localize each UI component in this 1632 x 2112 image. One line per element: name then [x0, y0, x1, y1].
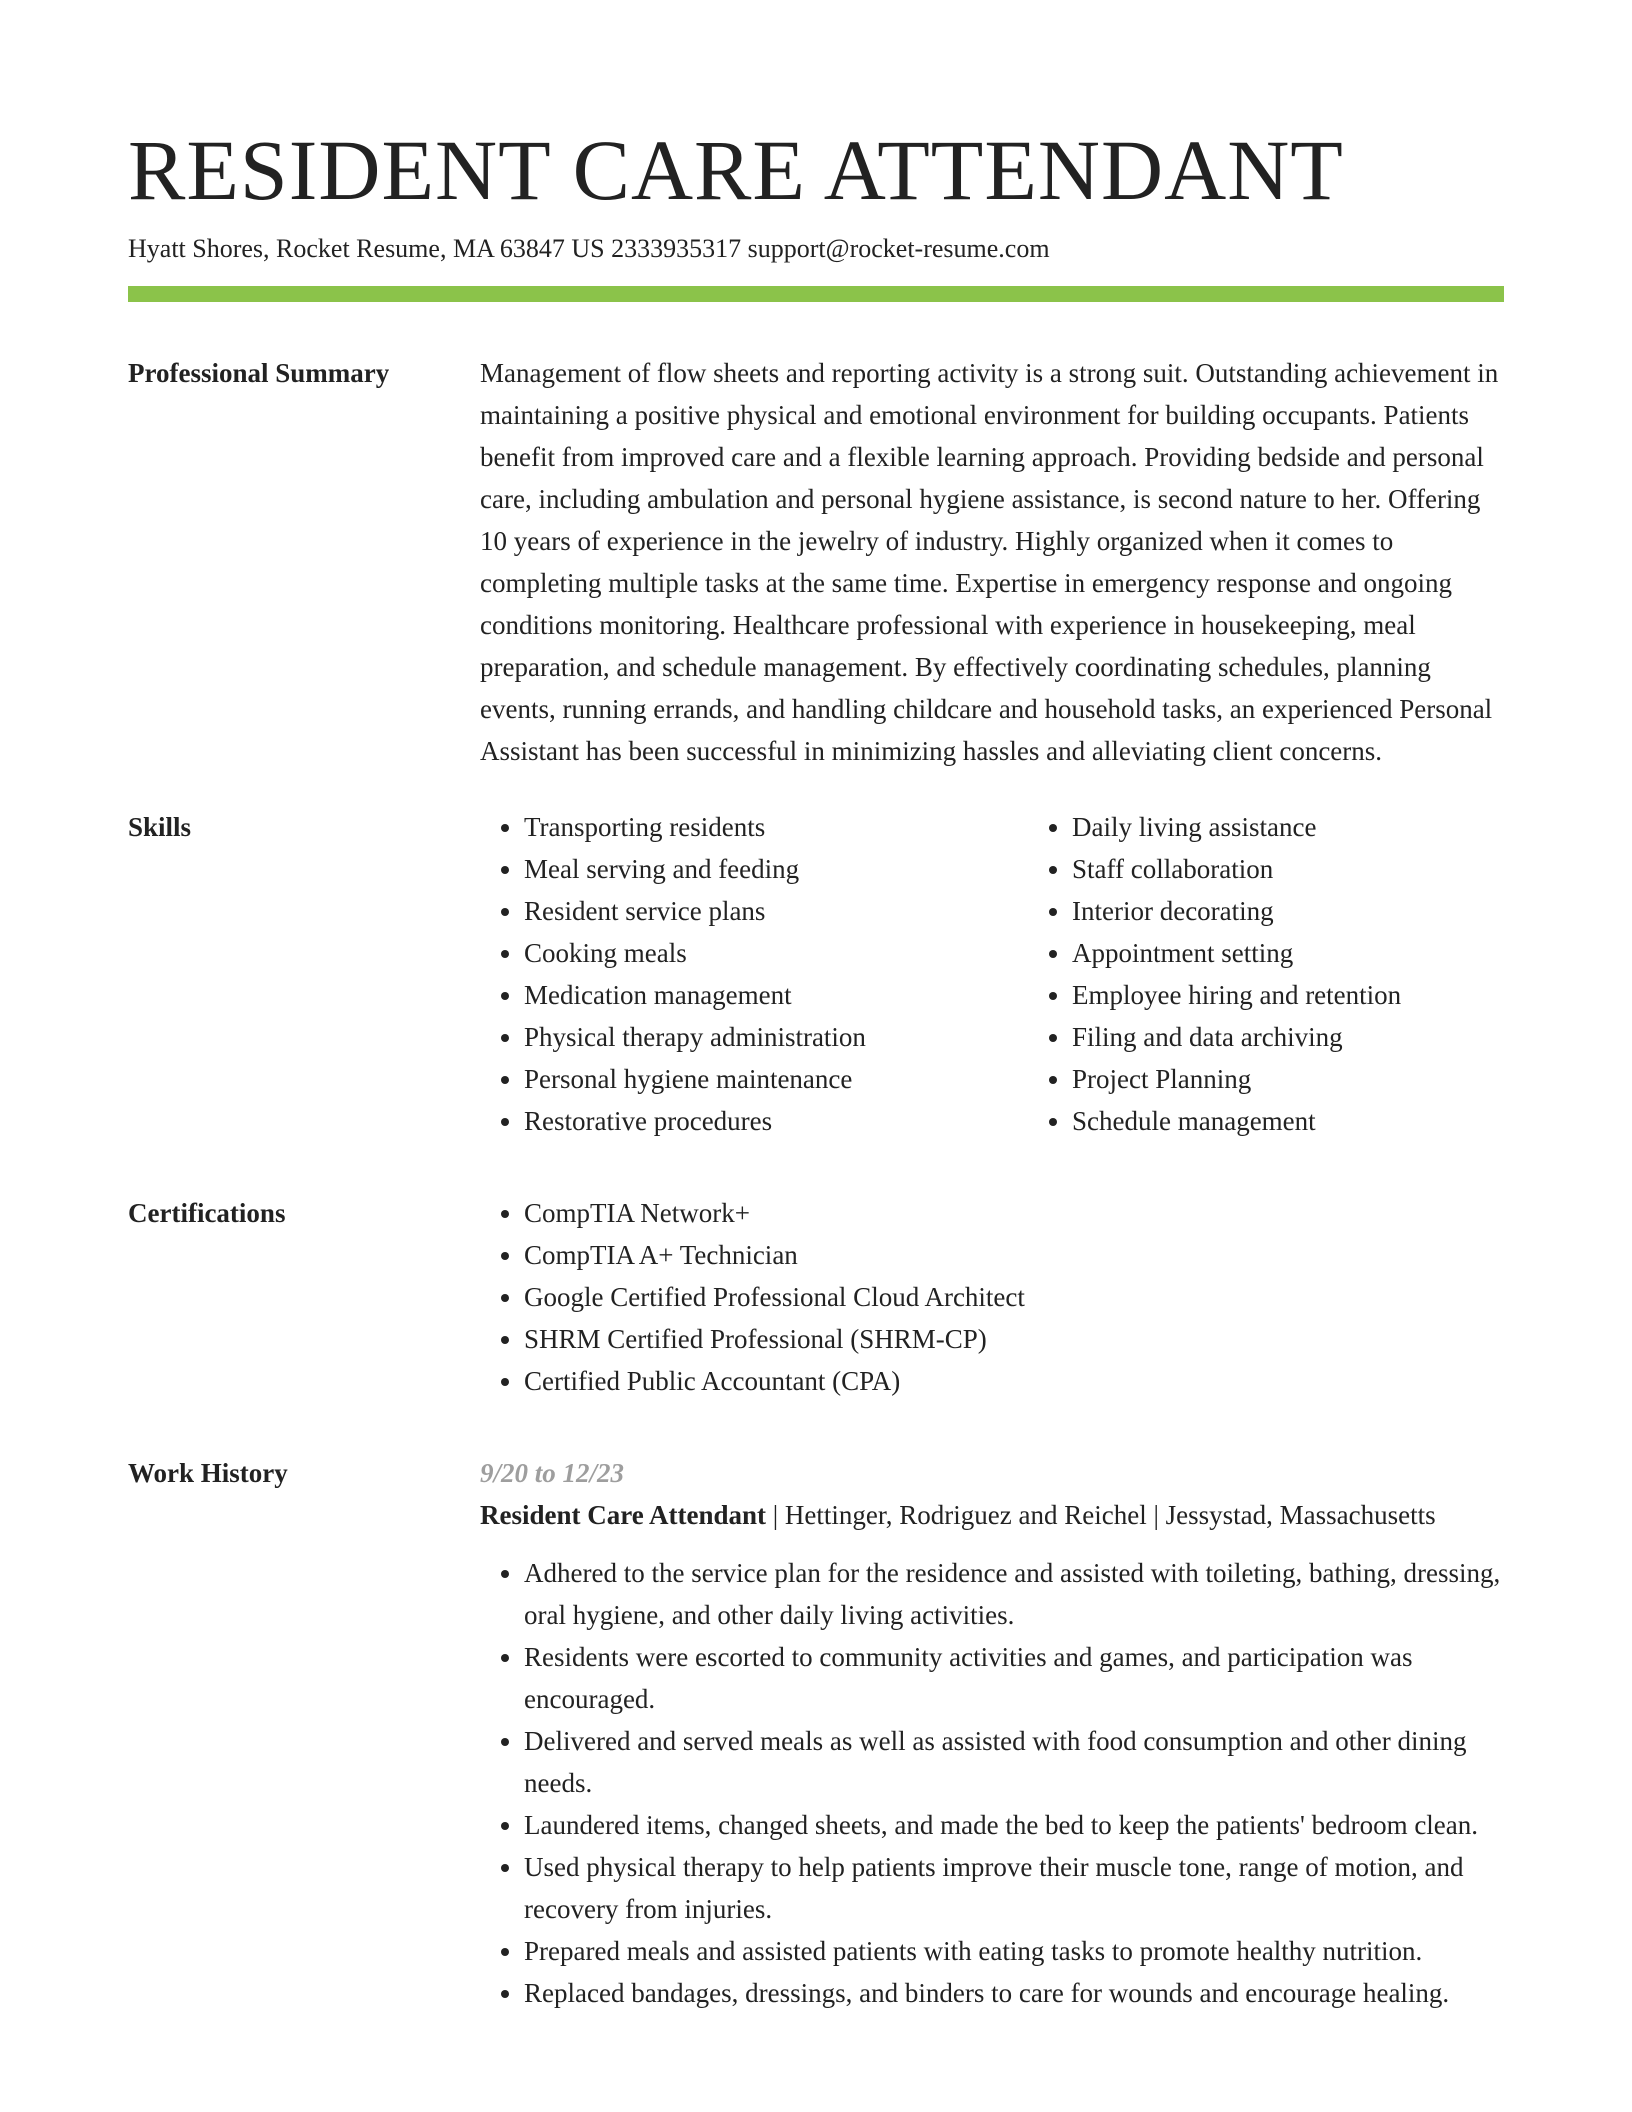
section-heading: Professional Summary: [128, 358, 390, 388]
skill-item: • Appointment setting: [1072, 932, 1504, 974]
job-duty: • Residents were escorted to community activities and games, and participation was encouraged.: [524, 1636, 1504, 1720]
skill-item: • Restorative procedures: [524, 1100, 1028, 1142]
section-heading: Certifications: [128, 1198, 286, 1228]
skill-item: • Meal serving and feeding: [524, 848, 1028, 890]
skill-item: • Cooking meals: [524, 932, 1028, 974]
skills-list-right: [1028, 806, 1504, 1142]
job-duty: • Laundered items, changed sheets, and made the bed to keep the patients' bedroom clean.: [524, 1804, 1504, 1846]
section-heading: Work History: [128, 1458, 288, 1488]
skills-section: [128, 806, 1504, 1142]
skills-list-left: [480, 806, 1028, 1142]
job-duty: • Used physical therapy to help patients improve their muscle tone, range of motion, and recovery from injuries.: [524, 1846, 1504, 1930]
certification-item: • CompTIA Network+: [524, 1192, 1504, 1234]
job-duty: • Prepared meals and assisted patients with eating tasks to promote healthy nutrition.: [524, 1930, 1504, 1972]
skill-item: • Medication management: [524, 974, 1028, 1016]
certification-item: • Google Certified Professional Cloud Architect: [524, 1276, 1504, 1318]
resume-page: [128, 118, 1504, 2014]
resume-name: RESIDENT CARE ATTENDANT: [128, 122, 1344, 218]
job-duty: • Adhered to the service plan for the residence and assisted with toileting, bathing, dressing, oral hygiene, and other daily living activities.: [524, 1552, 1504, 1636]
work-history-section: [128, 1452, 1504, 2014]
job-dates: 9/20 to 12/23: [480, 1458, 625, 1488]
certification-item: • CompTIA A+ Technician: [524, 1234, 1504, 1276]
certifications-section: [128, 1192, 1504, 1402]
skill-item: • Physical therapy administration: [524, 1016, 1028, 1058]
skill-item: • Employee hiring and retention: [1072, 974, 1504, 1016]
skill-item: • Filing and data archiving: [1072, 1016, 1504, 1058]
skill-item: • Schedule management: [1072, 1100, 1504, 1142]
skill-item: • Project Planning: [1072, 1058, 1504, 1100]
job-title: Resident Care Attendant: [480, 1500, 766, 1530]
job-entry: [480, 1452, 1504, 2014]
job-heading: [480, 1494, 1504, 1536]
skill-item: • Interior decorating: [1072, 890, 1504, 932]
skill-item: • Staff collaboration: [1072, 848, 1504, 890]
job-duty: • Replaced bandages, dressings, and binders to care for wounds and encourage healing.: [524, 1972, 1504, 2014]
skill-item: • Transporting residents: [524, 806, 1028, 848]
skill-item: • Resident service plans: [524, 890, 1028, 932]
accent-divider: [128, 286, 1504, 302]
section-heading: Skills: [128, 812, 192, 842]
job-employer-location: | Hettinger, Rodriguez and Reichel | Jessystad, Massachusetts: [766, 1500, 1436, 1530]
job-duty: • Delivered and served meals as well as assisted with food consumption and other dining needs.: [524, 1720, 1504, 1804]
certification-item: • Certified Public Accountant (CPA): [524, 1360, 1504, 1402]
summary-text: Management of flow sheets and reporting activity is a strong suit. Outstanding achievement in maintaining a positive physical and emotional environment for building occupants. Patients benefit from improved care and a flexible learning approach. Providing bedside and personal care, including ambulation and personal hygiene assistance, is second nature to her. Offering 10 years of experience in the jewelry of industry. Highly organized when it comes to completing multiple tasks at the same time. Expertise in emergency response and ongoing conditions monitoring. Healthcare professional with experience in housekeeping, meal preparation, and schedule management. By effectively coordinating schedules, planning events, running errands, and handling childcare and household tasks, an experienced Personal Assistant has been successful in minimizing hassles and alleviating client concerns.: [480, 358, 1499, 766]
certification-item: • SHRM Certified Professional (SHRM-CP): [524, 1318, 1504, 1360]
job-duties-list: [480, 1552, 1504, 2014]
certifications-list: [480, 1192, 1504, 1402]
skill-item: • Daily living assistance: [1072, 806, 1504, 848]
contact-line: Hyatt Shores, Rocket Resume, MA 63847 US 2333935317 support@rocket-resume.com: [128, 234, 1050, 263]
summary-section: [128, 352, 1504, 772]
skill-item: • Personal hygiene maintenance: [524, 1058, 1028, 1100]
